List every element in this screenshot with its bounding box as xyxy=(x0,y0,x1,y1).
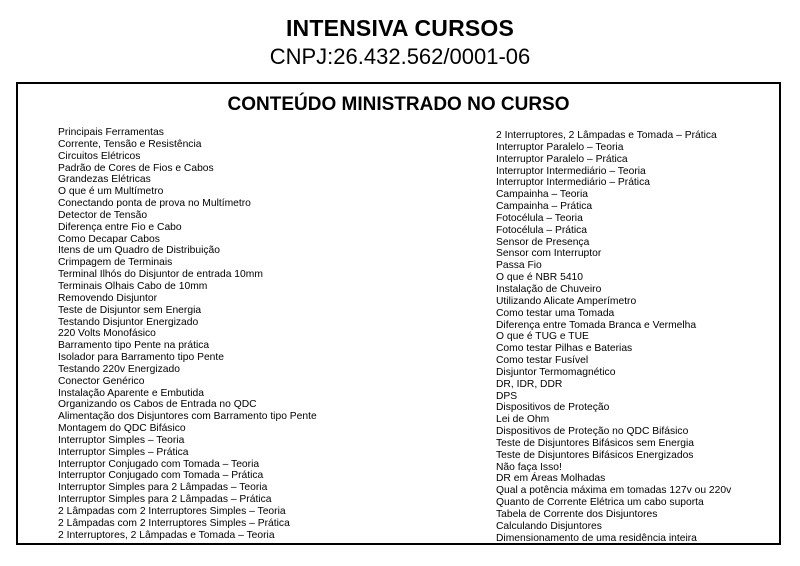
company-cnpj: CNPJ:26.432.562/0001-06 xyxy=(269,44,531,69)
topic-item: Detector de Tensão xyxy=(58,209,148,221)
topic-item: Fotocélula – Teoria xyxy=(496,212,583,224)
topic-item: Terminais Olhais Cabo de 10mm xyxy=(58,280,208,292)
topic-item: 2 Lâmpadas com 2 Interruptores Simples – Teoria xyxy=(58,506,286,517)
topic-item: Corrente, Tensão e Resistência xyxy=(58,138,202,150)
topic-item: Interruptor Simples para 2 Lâmpadas – Prática xyxy=(58,494,272,506)
topic-item: Interruptor Paralelo – Teoria xyxy=(496,141,624,153)
topic-item: Não faça Isso! xyxy=(496,461,562,473)
topic-item: Conectando ponta de prova no Multímetro xyxy=(58,198,251,210)
company-name: INTENSIVA CURSOS xyxy=(285,15,515,41)
topic-item: DPS xyxy=(496,390,518,402)
topic-item: Campainha – Prática xyxy=(496,201,593,213)
topic-item: Passa Fio xyxy=(496,260,542,272)
topic-item: Circuitos Elétricos xyxy=(58,150,141,162)
topic-list-left xyxy=(58,127,317,542)
topic-item: Teste de Disjuntor sem Energia xyxy=(58,304,202,316)
course-content-box xyxy=(16,82,781,545)
topic-item: Como testar uma Tomada xyxy=(496,307,615,319)
topic-item: Montagem do QDC Bifásico xyxy=(58,423,186,435)
topic-item: 2 Interruptores, 2 Lâmpadas e Tomada – Prática xyxy=(496,130,717,141)
topic-item: Conector Genérico xyxy=(58,375,145,387)
topic-item: O que é TUG e TUE xyxy=(496,331,589,343)
topic-item: DR em Áreas Molhadas xyxy=(496,473,606,485)
topic-item: Utilizando Alicate Amperímetro xyxy=(496,295,637,307)
topic-item: Instalação Aparente e Embutida xyxy=(58,387,204,399)
topic-item: Sensor de Presença xyxy=(496,236,590,248)
topic-item: Interruptor Simples – Prática xyxy=(58,446,189,458)
topic-item: Campainha – Teoria xyxy=(496,189,588,201)
topic-item: 2 Interruptores, 2 Lâmpadas e Tomada – Teoria xyxy=(58,529,275,541)
topic-item: Terminal Ilhós do Disjuntor de entrada 10mm xyxy=(58,269,263,281)
topic-item: Calculando Disjuntores xyxy=(496,520,602,532)
topic-item: Fotocélula – Prática xyxy=(496,224,588,236)
topic-item: Testando 220v Energizado xyxy=(58,363,180,375)
topic-item: 2 Lâmpadas com 2 Interruptores Simples – Prática xyxy=(58,517,290,529)
topic-item: Como testar Fusível xyxy=(496,355,589,367)
topic-item: Qual a potência máxima em tomadas 127v ou 220v xyxy=(496,485,732,497)
topic-item: 220 Volts Monofásico xyxy=(58,328,156,340)
topic-item: Quanto de Corrente Elétrica um cabo suporta xyxy=(496,497,704,509)
topic-item: Interruptor Simples para 2 Lâmpadas – Teoria xyxy=(58,482,268,494)
topic-item: Principais Ferramentas xyxy=(58,127,164,138)
topic-item: Tabela de Corrente dos Disjuntores xyxy=(496,509,658,520)
topic-item: Como testar Pilhas e Baterias xyxy=(496,343,633,355)
topic-item: Interruptor Conjugado com Tomada – Prática xyxy=(58,470,264,482)
topic-item: Padrão de Cores de Fios e Cabos xyxy=(58,162,214,174)
topic-item: Interruptor Conjugado com Tomada – Teoria xyxy=(58,458,260,470)
topic-item: Dimensionamento de uma residência inteira xyxy=(496,532,697,544)
topic-item: O que é NBR 5410 xyxy=(496,272,584,284)
topic-item: DR, IDR, DDR xyxy=(496,378,563,390)
topic-item: Interruptor Intermediário – Teoria xyxy=(496,165,646,177)
topic-item: Lei de Ohm xyxy=(496,414,550,426)
topic-item: Disjuntor Termomagnético xyxy=(496,366,616,378)
course-content-title: CONTEÚDO MINISTRADO NO CURSO xyxy=(227,94,570,115)
topic-item: Interruptor Simples – Teoria xyxy=(58,434,185,446)
topic-item: Itens de um Quadro de Distribuição xyxy=(58,245,220,257)
topic-item: Instalação de Chuveiro xyxy=(496,283,602,295)
topic-item: Teste de Disjuntores Bifásicos Energizados xyxy=(496,449,694,461)
topic-item: Grandezas Elétricas xyxy=(58,174,151,186)
topic-item: Diferença entre Tomada Branca e Vermelha xyxy=(496,319,697,331)
topic-item: Dispositivos de Proteção xyxy=(496,402,610,414)
topic-item: Removendo Disjuntor xyxy=(58,292,158,304)
topic-item: Teste de Disjuntores Bifásicos sem Energia xyxy=(496,437,695,449)
topic-item: Diferença entre Fio e Cabo xyxy=(58,221,182,233)
topic-item: Como Decapar Cabos xyxy=(58,233,160,245)
topic-item: Interruptor Paralelo – Prática xyxy=(496,153,628,165)
topic-item: Interruptor Intermediário – Prática xyxy=(496,177,650,189)
topic-item: O que é um Multímetro xyxy=(58,186,164,198)
topic-item: Barramento tipo Pente na prática xyxy=(58,340,210,352)
topic-item: Organizando os Cabos de Entrada no QDC xyxy=(58,399,257,411)
topic-item: Isolador para Barramento tipo Pente xyxy=(58,352,224,364)
topic-item: Alimentação dos Disjuntores com Barramento tipo Pente xyxy=(58,411,317,423)
topic-list-right xyxy=(496,130,731,545)
topic-item: Dispositivos de Proteção no QDC Bifásico xyxy=(496,426,689,438)
topic-item: Sensor com Interruptor xyxy=(496,248,602,260)
topic-item: Crimpagem de Terminais xyxy=(58,257,173,269)
topic-item: Testando Disjuntor Energizado xyxy=(58,316,199,328)
